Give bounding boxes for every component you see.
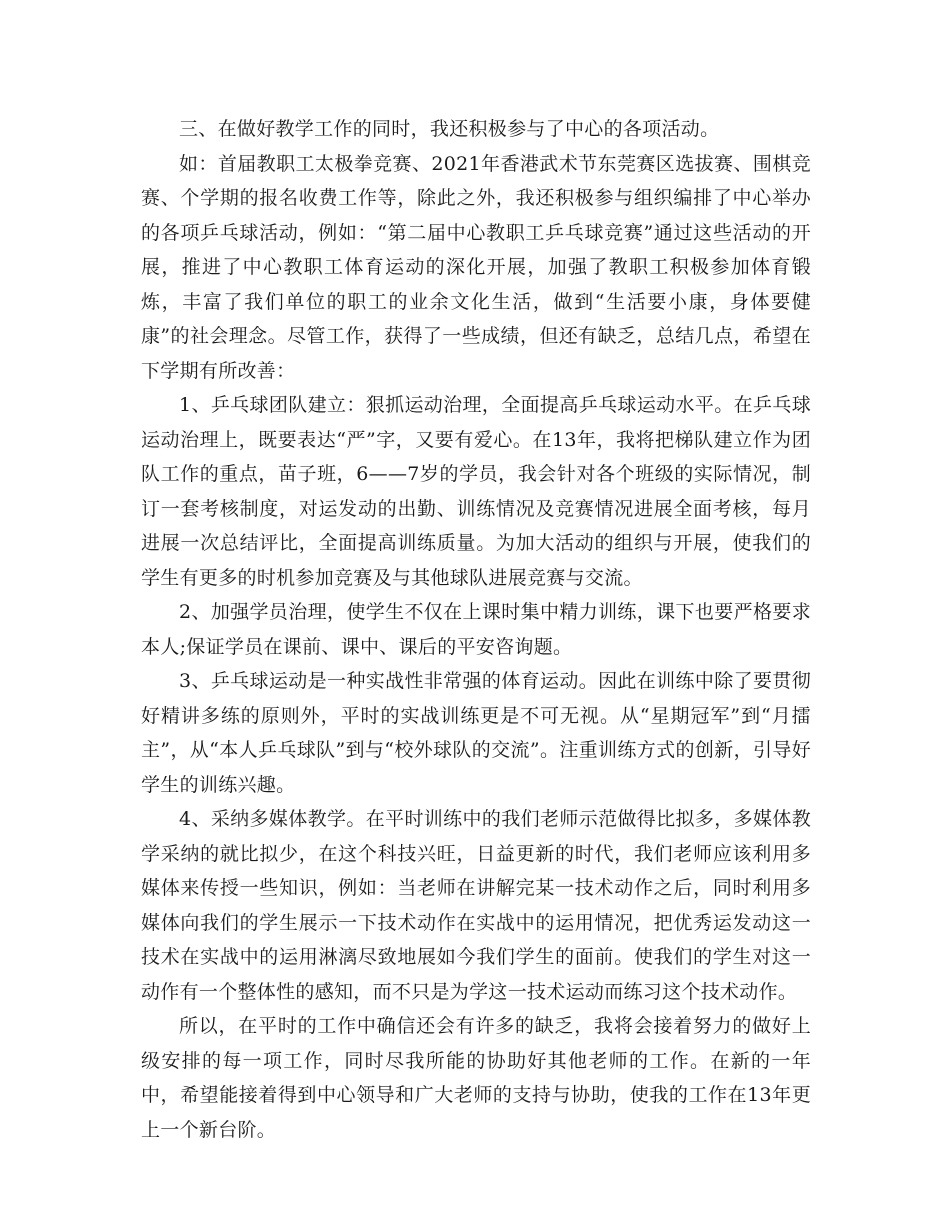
paragraph-multimedia-teaching: 4、采纳多媒体教学。在平时训练中的我们老师示范做得比拟多，多媒体教学采纳的就比拟少，在这个科技兴旺，日益更新的时代，我们老师应该利用多媒体来传授一些知识，例如：当老师在讲解完某一技术动作之后，同时利用多媒体向我们的学生展示一下技术动作在实战中的运用情况，把优秀运发动这一技术在实战中的运用淋漓尽致地展如今我们学生的面前。使我们的学生对这一动作有一个整体性的感知，而不只是为学这一技术运动而练习这个技术动作。: [141, 808, 811, 1003]
paragraph-team-building: 1、乒乓球团队建立：狠抓运动治理，全面提高乒乓球运动水平。在乒乓球运动治理上，既要表达“严”字，又要有爱心。在13年，我将把梯队建立作为团队工作的重点，苗子班，6——7岁的学员，我会针对各个班级的实际情况，制订一套考核制度，对运发动的出勤、训练情况及竞赛情况进展全面考核，每月进展一次总结评比，全面提高训练质量。为加大活动的组织与开展，使我们的学生有更多的时机参加竞赛及与其他球队进展竞赛与交流。: [141, 394, 811, 589]
paragraph-practical-training: 3、乒乓球运动是一种实战性非常强的体育运动。因此在训练中除了要贯彻好精讲多练的原则外，平时的实战训练更是不可无视。从“星期冠军”到“月擂主”，从“本人乒乓球队”到与“校外球队的交流”。注重训练方式的创新，引导好学生的训练兴趣。: [141, 670, 811, 796]
paragraph-conclusion: 所以，在平时的工作中确信还会有许多的缺乏，我将会接着努力的做好上级安排的每一项工作，同时尽我所能的协助好其他老师的工作。在新的一年中，希望能接着得到中心领导和广大老师的支持与协助，使我的工作在13年更上一个新台阶。: [141, 1015, 811, 1141]
paragraph-student-management: 2、加强学员治理，使学生不仅在上课时集中精力训练，课下也要严格要求本人;保证学员在课前、课中、课后的平安咨询题。: [141, 601, 811, 658]
paragraph-activities-heading: 三、在做好教学工作的同时，我还积极参与了中心的各项活动。: [179, 118, 720, 140]
paragraph-activities-detail: 如：首届教职工太极拳竞赛、2021年香港武术节东莞赛区选拔赛、围棋竞赛、个学期的报名收费工作等，除此之外，我还积极参与组织编排了中心举办的各项乒乓球活动，例如：“第二届中心教职工乒乓球竞赛”通过这些活动的开展，推进了中心教职工体育运动的深化开展，加强了教职工积极参加体育锻炼，丰富了我们单位的职工的业余文化生活，做到“生活要小康，身体要健康”的社会理念。尽管工作，获得了一些成绩，但还有缺乏，总结几点，希望在下学期有所改善：: [141, 152, 811, 382]
document-body: [141, 112, 811, 1147]
